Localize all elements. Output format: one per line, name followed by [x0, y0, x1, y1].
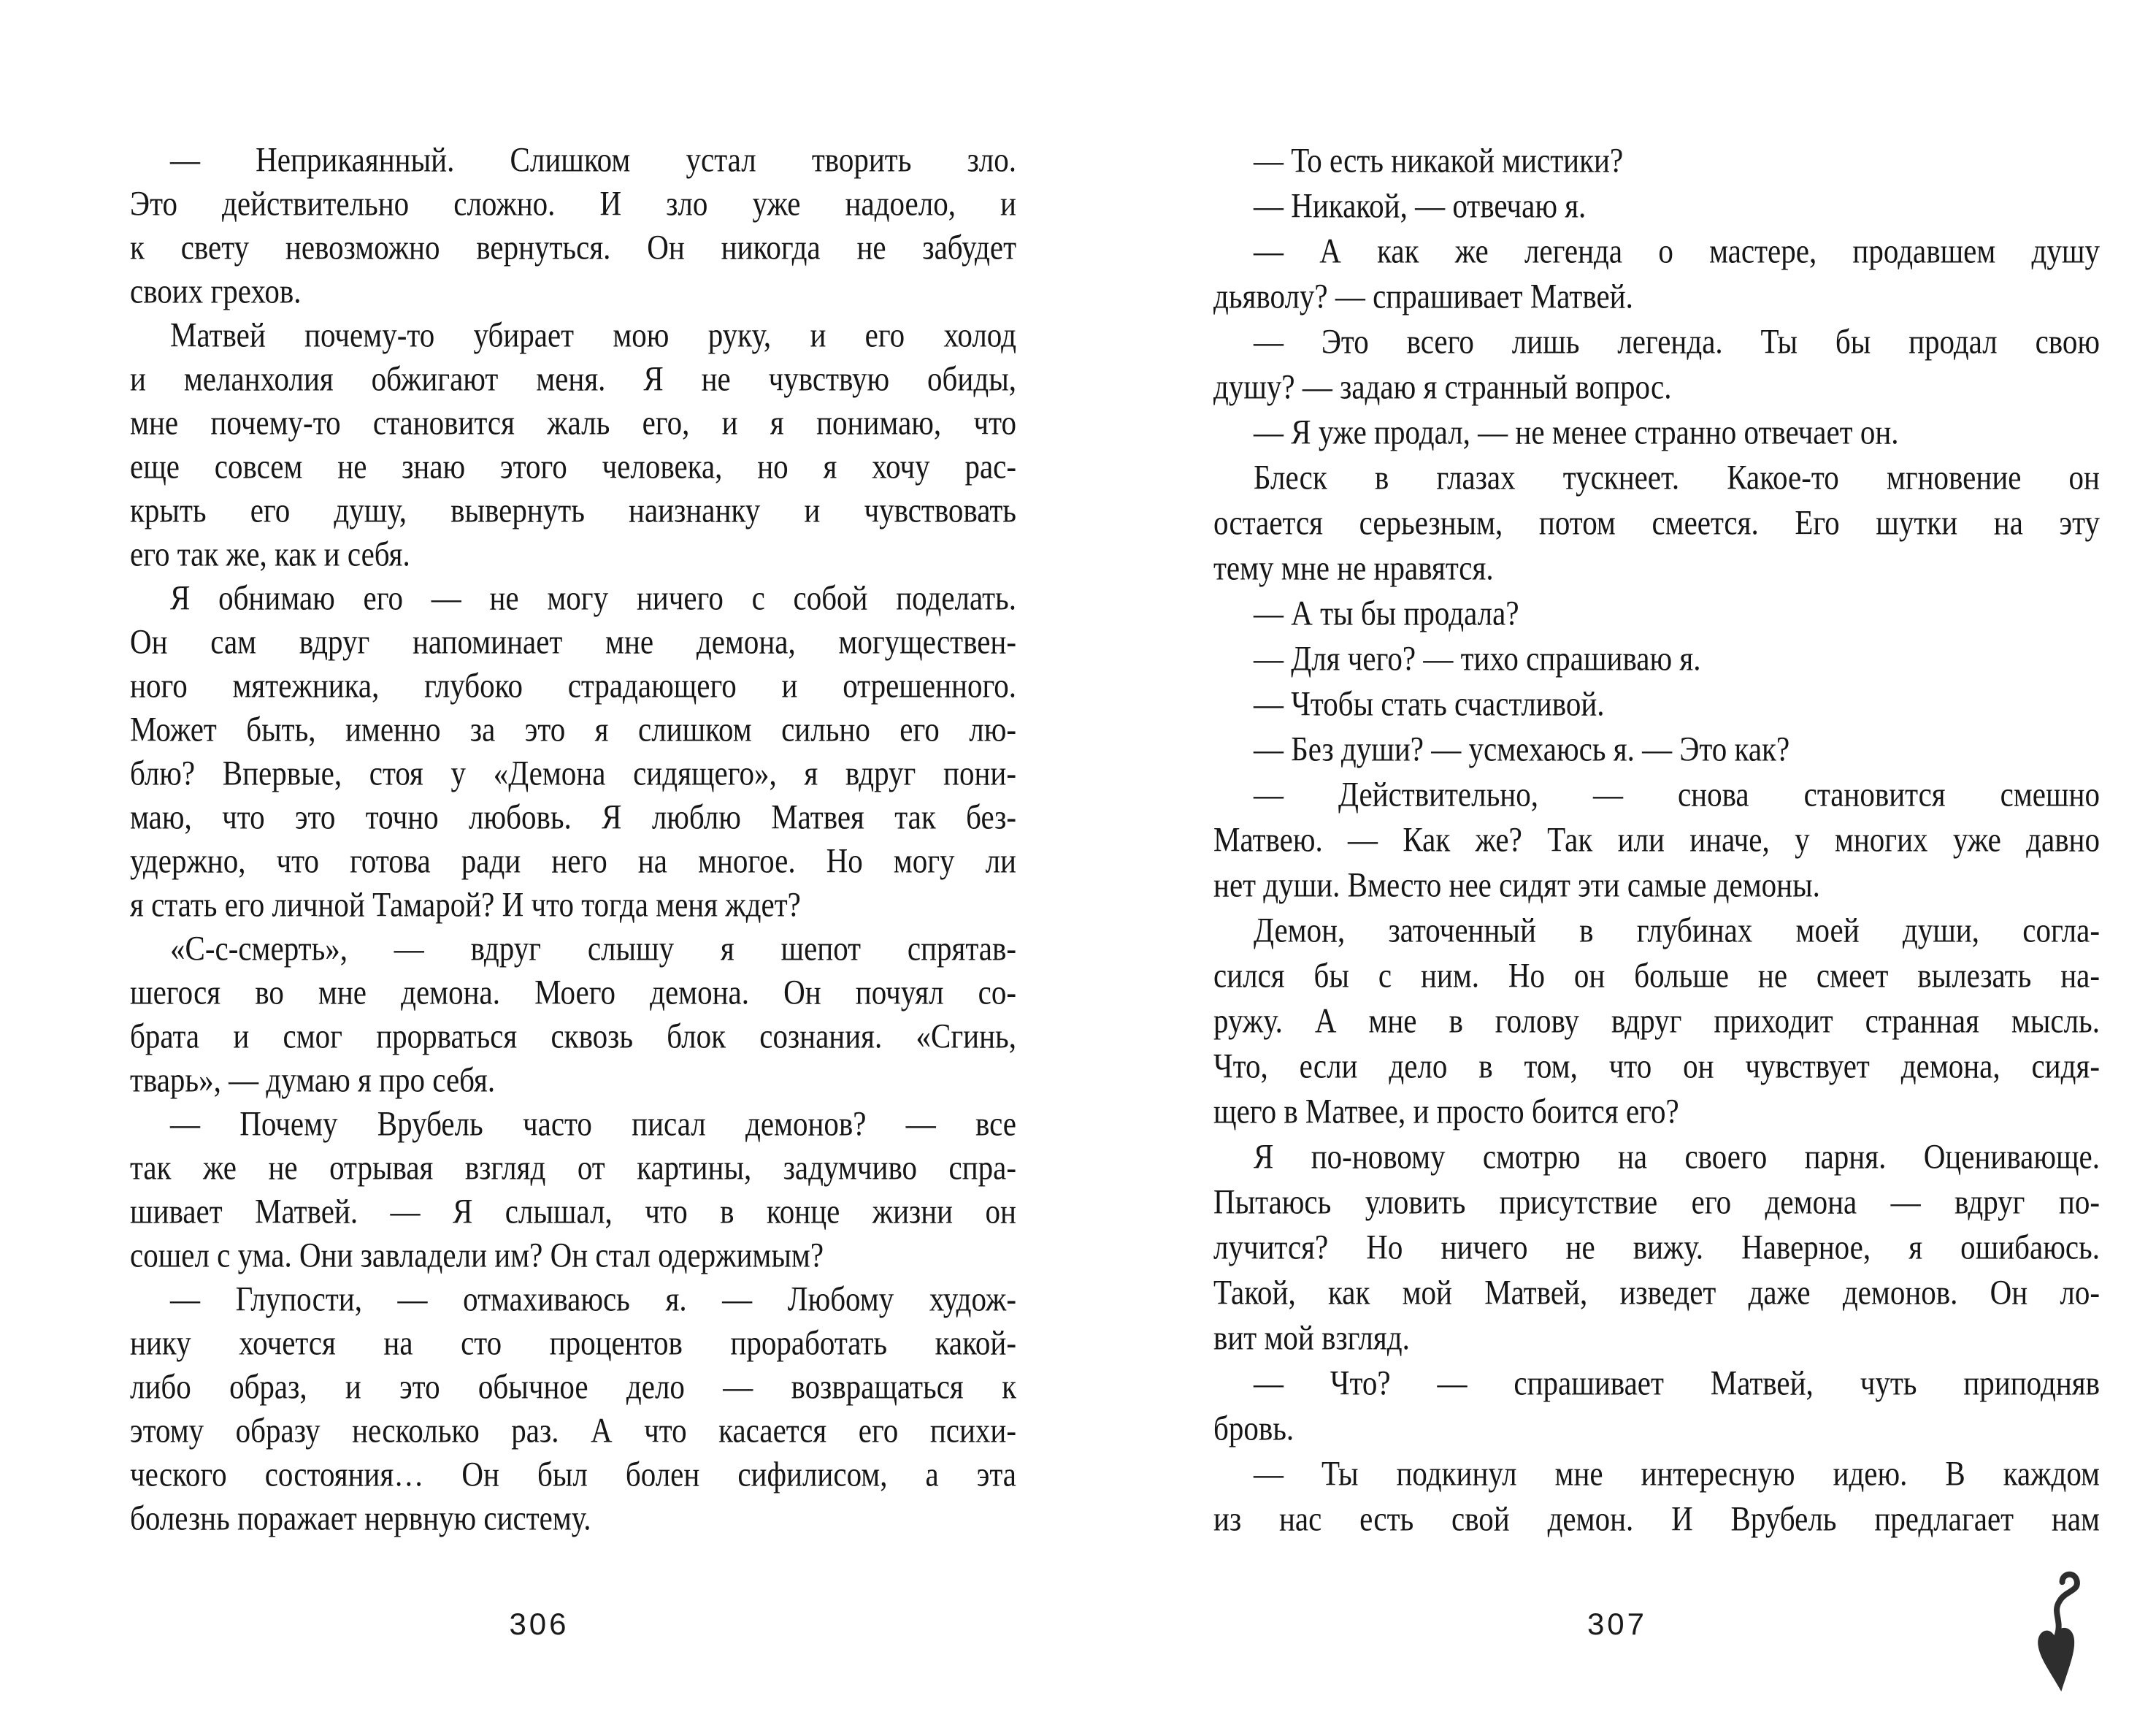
text-line: лучится? Но ничего не вижу. Наверное, я ошибаюсь. [1213, 1228, 2100, 1266]
devil-tail-heart-icon [2037, 1567, 2103, 1697]
text-line: Что, если дело в том, что он чувствует демона, сидя- [1213, 1047, 2100, 1085]
text-line: щего в Матвее, и просто боится его? [1213, 1092, 1679, 1131]
text-line: и меланхолия обжигают меня. Я не чувствую обиды, [130, 359, 1016, 398]
text-line: из нас есть свой демон. И Врубель предлагает нам [1213, 1499, 2100, 1538]
text-line: бровь. [1213, 1409, 1294, 1447]
text-line: Я обнимаю его — не могу ничего с собой поделать. [170, 578, 1016, 617]
text-line: Матвей почему-то убирает мою руку, и его холод [170, 315, 1016, 354]
text-line: Пытаюсь уловить присутствие его демона — вдруг по- [1213, 1182, 2100, 1221]
text-line: сился бы с ним. Но он больше не смеет вылезать на- [1213, 956, 2100, 995]
text-line: «С-с-смерть», — вдруг слышу я шепот спрятав- [170, 929, 1016, 968]
text-line: маю, что это точно любовь. Я люблю Матвея так без- [130, 798, 1016, 836]
text-line: — Ты подкинул мне интересную идею. В каждом [1254, 1454, 2100, 1493]
text-line: — А как же легенда о мастере, продавшем душу [1254, 232, 2100, 270]
text-line: — Глупости, — отмахиваюсь я. — Любому худож- [170, 1280, 1016, 1318]
text-line: Может быть, именно за это я слишком сильно его лю- [130, 710, 1016, 749]
text-line: душу? — задаю я странный вопрос. [1213, 367, 1672, 406]
text-line: Он сам вдруг напоминает мне демона, могуществен- [130, 622, 1016, 661]
text-line: — Без души? — усмехаюсь я. — Это как? [1254, 730, 1790, 768]
text-line: тему мне не нравятся. [1213, 548, 1494, 587]
text-line: сошел с ума. Они завладели им? Он стал одержимым? [130, 1236, 824, 1274]
text-line: нет души. Вместо нее сидят эти самые демоны. [1213, 865, 1820, 904]
text-line: Это действительно сложно. И зло уже надоело, и [130, 184, 1016, 223]
text-line: либо образ, и это обычное дело — возвращаться к [130, 1367, 1016, 1406]
text-line: своих грехов. [130, 272, 302, 310]
right-page [1213, 0, 2100, 1725]
text-line: дьяволу? — спрашивает Матвей. [1213, 277, 1633, 315]
text-line: крыть его душу, вывернуть наизнанку и чувствовать [130, 491, 1016, 529]
text-line: удержно, что готова ради него на многое. Но могу ли [130, 841, 1016, 880]
text-line: блю? Впервые, стоя у «Демона сидящего», я вдруг пони- [130, 754, 1016, 792]
text-line: — Я уже продал, — не менее странно отвечает он. [1254, 413, 1899, 451]
text-line: Блеск в глазах тускнеет. Какое-то мгновение он [1254, 458, 2100, 497]
text-line: ного мятежника, глубоко страдающего и отрешенного. [130, 666, 1016, 705]
text-line: тварь», — думаю я про себя. [130, 1060, 496, 1099]
text-line: мне почему-то становится жаль его, и я понимаю, что [130, 403, 1016, 442]
left-page-text [130, 138, 1016, 1540]
text-line: остается серьезным, потом смеется. Его шутки на эту [1213, 503, 2100, 542]
text-line: — Для чего? — тихо спрашиваю я. [1254, 639, 1701, 678]
text-line: Матвею. — Как же? Так или иначе, у многих уже давно [1213, 820, 2100, 859]
text-line: так же не отрывая взгляд от картины, задумчиво спра- [130, 1148, 1016, 1187]
text-line: Демон, заточенный в глубинах моей души, согла- [1254, 911, 2100, 949]
text-line: я стать его личной Тамарой? И что тогда меня ждет? [130, 885, 801, 924]
text-line: его так же, как и себя. [130, 535, 410, 573]
text-line: — А ты бы продала? [1254, 594, 1519, 632]
text-line: болезнь поражает нервную систему. [130, 1499, 591, 1537]
text-line: — Неприкаянный. Слишком устал творить зло. [170, 140, 1016, 179]
text-line: — То есть никакой мистики? [1254, 141, 1624, 180]
text-line: — Что? — спрашивает Матвей, чуть приподняв [1254, 1363, 2100, 1402]
left-page-number: 306 [509, 1607, 569, 1641]
right-page-text [1213, 138, 2100, 1542]
text-line: этому образу несколько раз. А что касается его психи- [130, 1411, 1016, 1450]
text-line: брата и смог прорваться сквозь блок сознания. «Сгинь, [130, 1017, 1016, 1055]
text-line: — Почему Врубель часто писал демонов? — все [170, 1104, 1016, 1143]
text-line: к свету невозможно вернуться. Он никогда не забудет [130, 228, 1016, 267]
text-line: — Действительно, — снова становится смешно [1254, 775, 2100, 814]
text-line: — Чтобы стать счастливой. [1254, 684, 1605, 723]
text-line: шивает Матвей. — Я слышал, что в конце жизни он [130, 1192, 1016, 1231]
left-page [130, 0, 1016, 1725]
right-page-number: 307 [1587, 1607, 1648, 1641]
text-line: — Никакой, — отвечаю я. [1254, 186, 1587, 225]
text-line: Такой, как мой Матвей, изведет даже демонов. Он ло- [1213, 1273, 2100, 1312]
text-line: ружу. А мне в голову вдруг приходит странная мысль. [1213, 1001, 2100, 1040]
text-line: еще совсем не знаю этого человека, но я хочу рас- [130, 447, 1016, 486]
text-line: вит мой взгляд. [1213, 1318, 1410, 1357]
text-line: — Это всего лишь легенда. Ты бы продал свою [1254, 322, 2100, 361]
text-line: шегося во мне демона. Моего демона. Он почуял со- [130, 973, 1016, 1011]
text-line: ческого состояния… Он был болен сифилисом, а эта [130, 1455, 1016, 1493]
text-line: нику хочется на сто процентов проработать какой- [130, 1323, 1016, 1362]
text-line: Я по-новому смотрю на своего парня. Оценивающе. [1254, 1137, 2100, 1176]
